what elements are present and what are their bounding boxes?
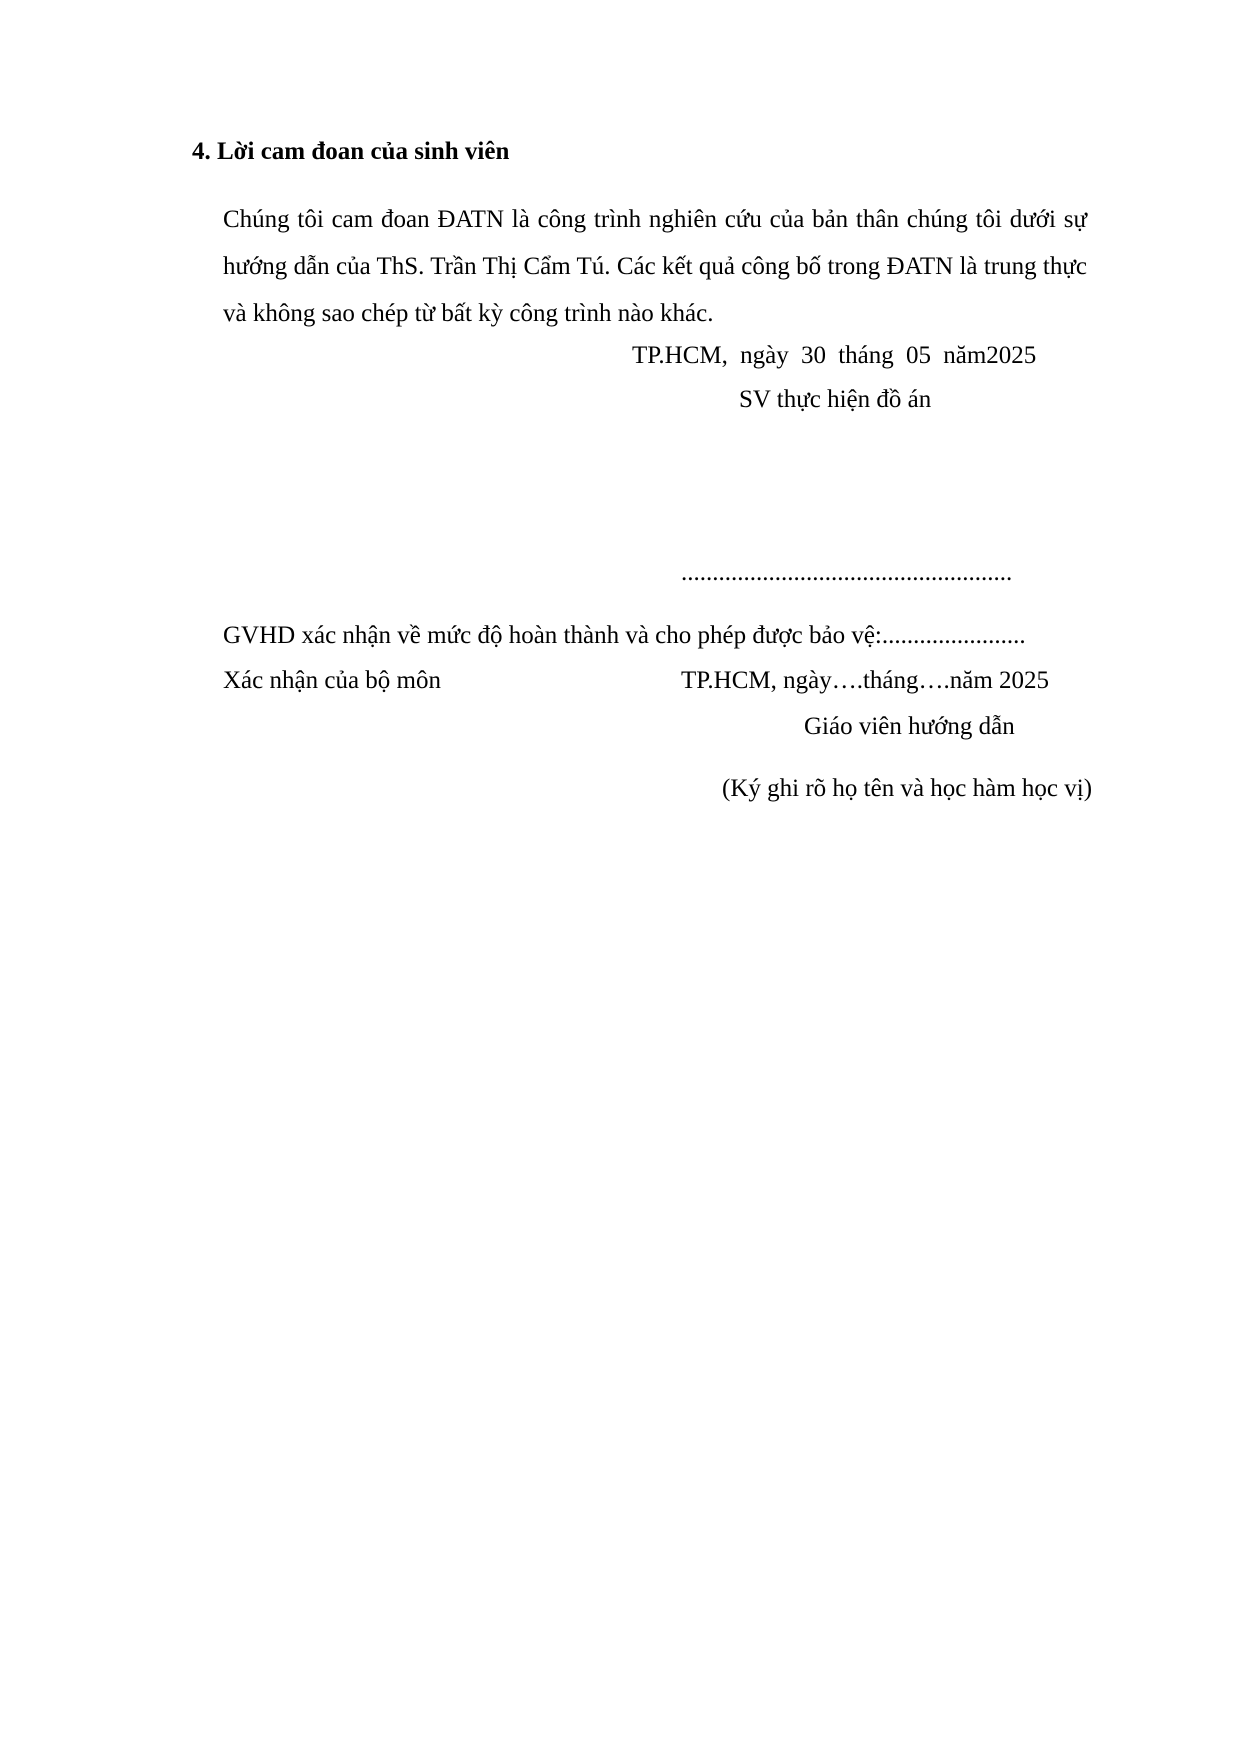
student-signature-line: ..................................................... [681, 559, 1013, 586]
gvhd-confirmation-line: GVHD xác nhận về mức độ hoàn thành và cho phép được bảo vệ:....................... [223, 622, 1026, 649]
student-signer-label: SV thực hiện đồ án [739, 386, 932, 413]
declaration-paragraph: Chúng tôi cam đoan ĐATN là công trình nghiên cứu của bản thân chúng tôi dưới sự hướng dẫn của ThS. Trần Thị Cẩm Tú. Các kết quả công bố trong ĐATN là trung thực và không sao chép từ bất kỳ công trình nào khác. [223, 206, 1087, 327]
student-date-line: TP.HCM, ngày 30 tháng 05 năm2025 [632, 342, 1037, 369]
advisor-label: Giáo viên hướng dẫn [804, 713, 1015, 740]
signature-note: (Ký ghi rõ họ tên và học hàm học vị) [722, 775, 1093, 802]
section-heading: 4. Lời cam đoan của sinh viên [192, 138, 510, 165]
department-confirmation-label: Xác nhận của bộ môn [223, 667, 441, 694]
advisor-date-line: TP.HCM, ngày….tháng….năm 2025 [681, 667, 1050, 694]
